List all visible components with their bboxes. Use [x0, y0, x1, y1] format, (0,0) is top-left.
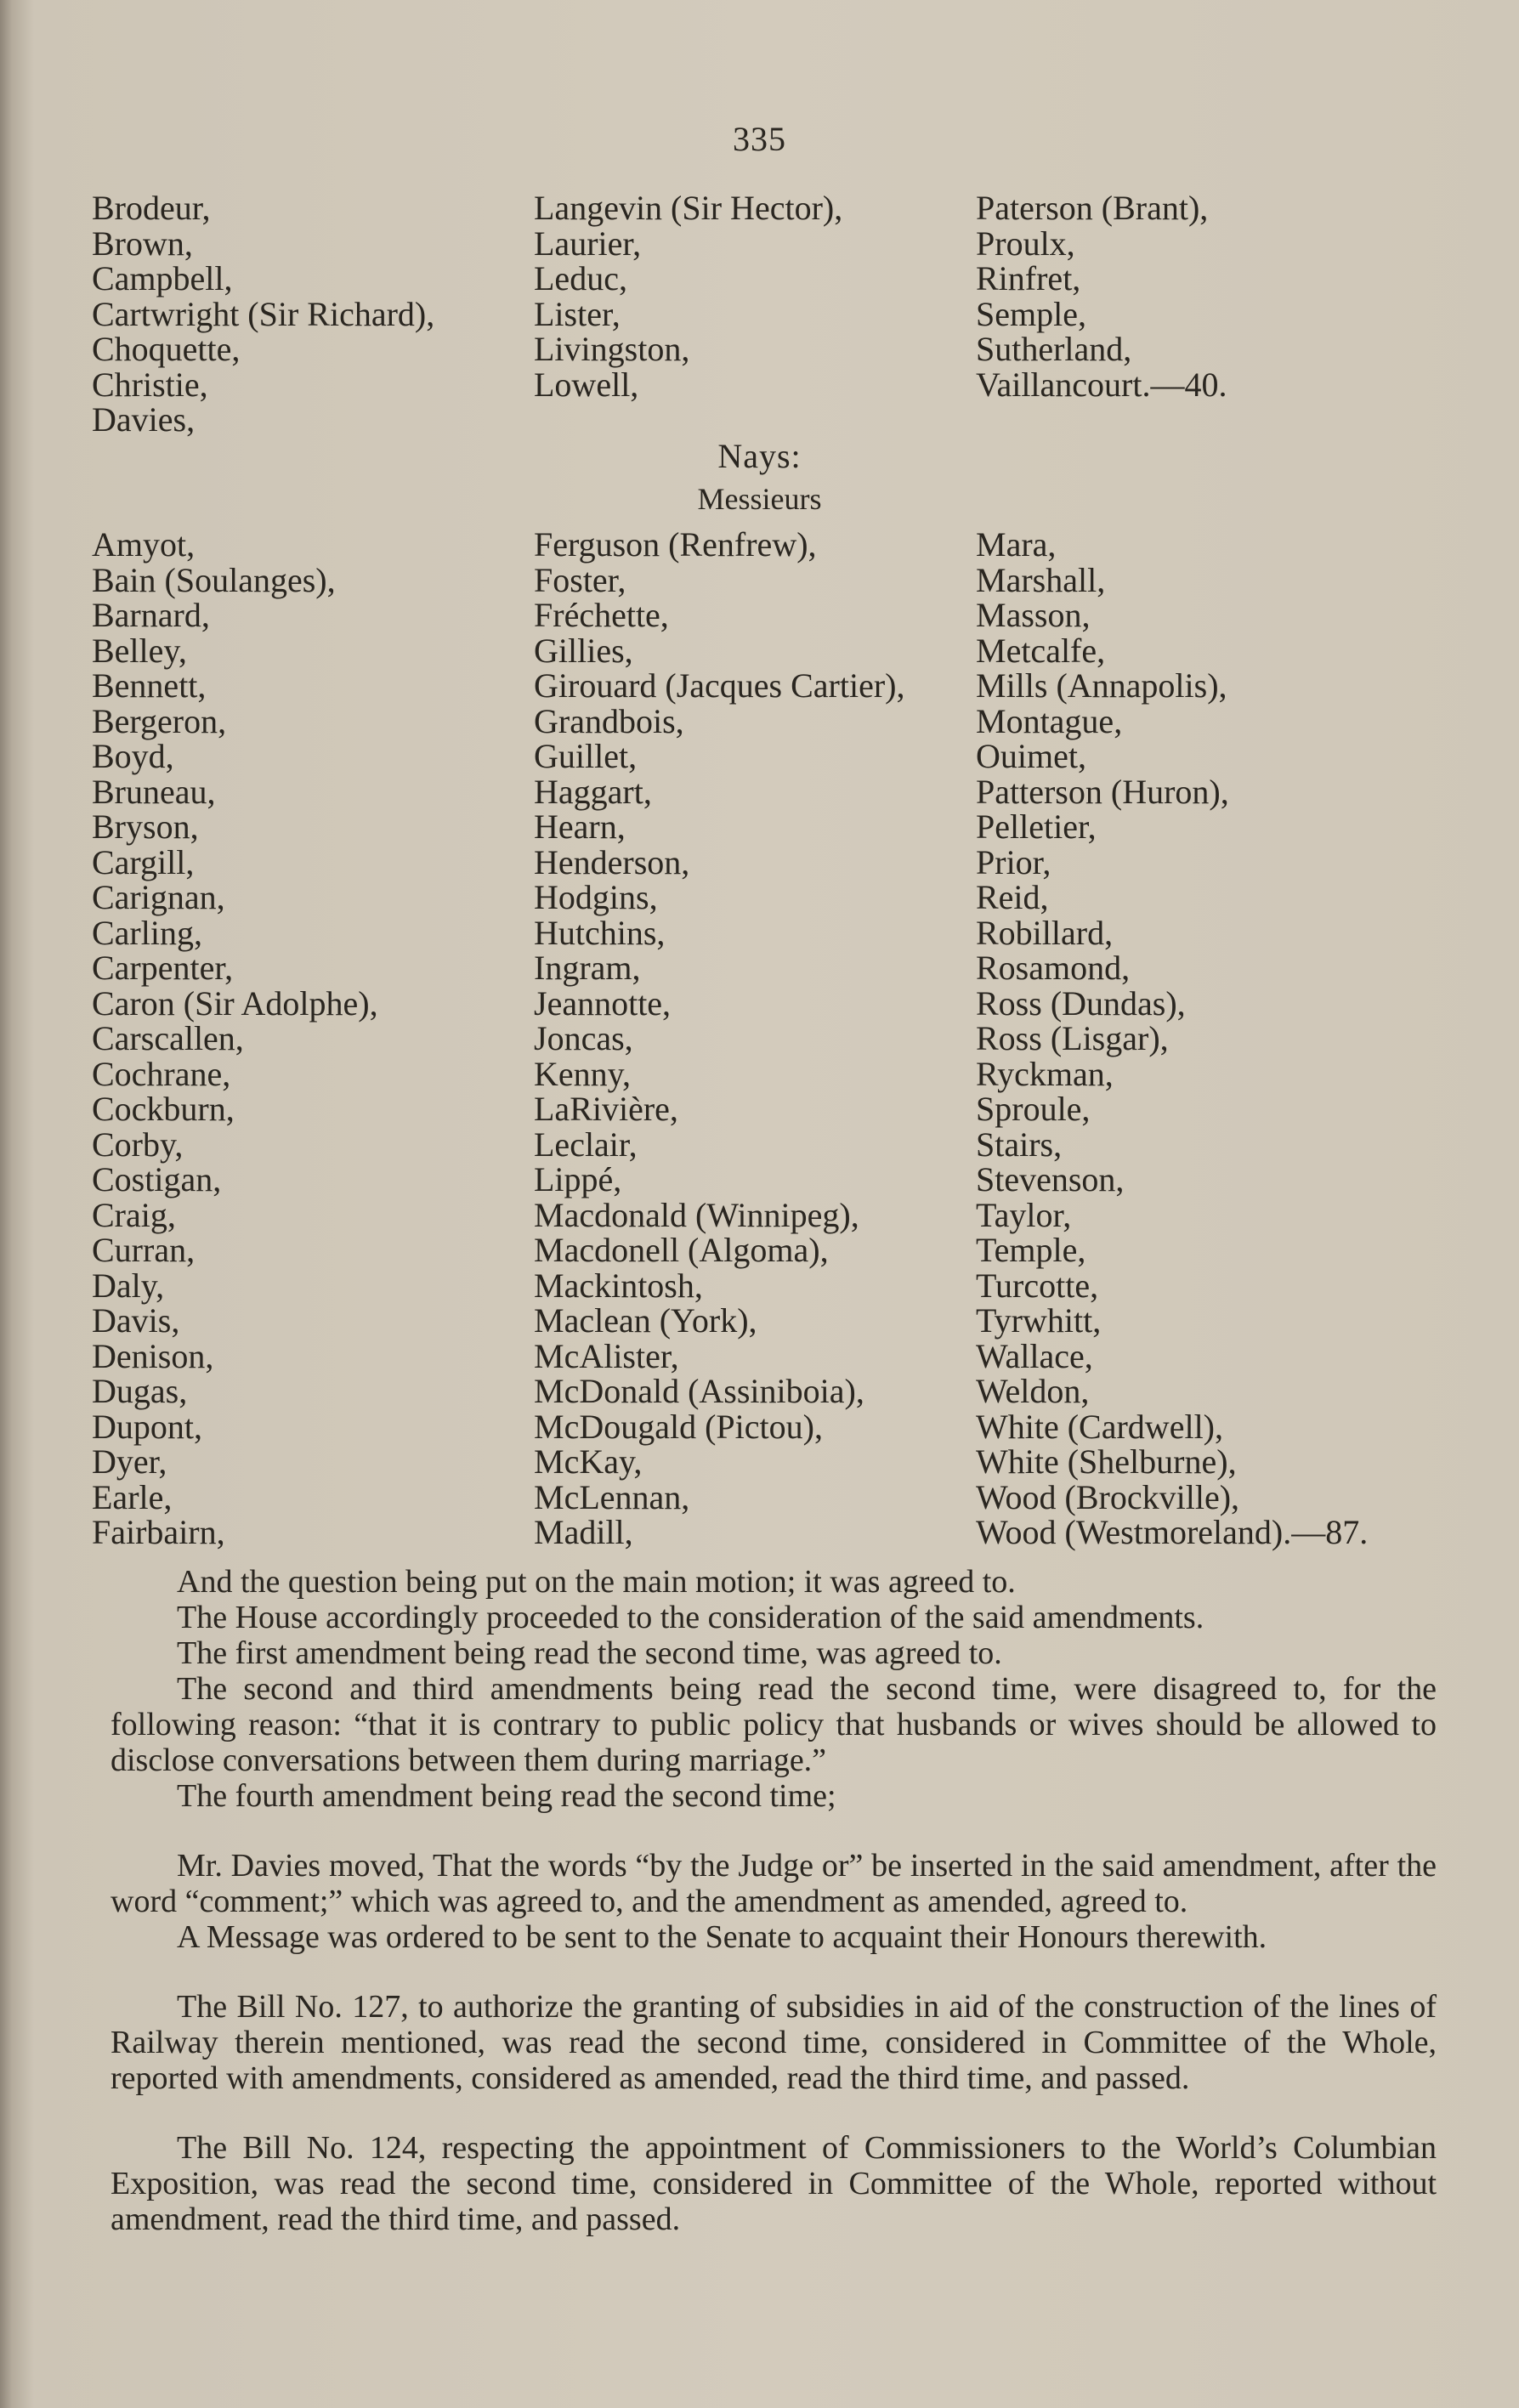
name-entry: Grandbois,: [534, 701, 684, 740]
name-entry: Ouimet,: [976, 737, 1086, 775]
name-entry: McKay,: [534, 1442, 643, 1481]
name-entry: Caron (Sir Adolphe),: [92, 983, 378, 1023]
name-entry: Weldon,: [976, 1372, 1090, 1410]
nays-column-2: [534, 527, 976, 1550]
name-entry: Fairbairn,: [92, 1513, 225, 1551]
name-entry: Rinfret,: [976, 259, 1081, 297]
name-entry: Brodeur,: [92, 189, 211, 227]
name-entry: Dupont,: [92, 1407, 202, 1446]
name-entry: Choquette,: [92, 330, 241, 368]
name-entry: Livingston,: [534, 330, 690, 368]
name-entry: Tyrwhitt,: [976, 1301, 1102, 1340]
name-entry: Ryckman,: [976, 1054, 1114, 1093]
name-entry: Christie,: [92, 365, 208, 404]
name-entry: Joncas,: [534, 1019, 633, 1057]
name-entry: Lippé,: [534, 1160, 622, 1198]
yeas-list: [92, 190, 1469, 438]
name-entry: Ross (Lisgar),: [976, 1019, 1169, 1057]
name-entry: Sproule,: [976, 1090, 1091, 1128]
name-entry: Ferguson (Renfrew),: [534, 525, 817, 564]
name-entry: Proulx,: [976, 224, 1075, 263]
name-entry: Barnard,: [92, 596, 210, 634]
name-entry: Vaillancourt.—40.: [976, 365, 1227, 404]
name-entry: Daly,: [92, 1266, 165, 1305]
paragraph: And the question being put on the main motion; it was agreed to.: [177, 1564, 1016, 1600]
name-entry: Patterson (Huron),: [976, 772, 1229, 811]
name-entry: Macdonell (Algoma),: [534, 1231, 829, 1269]
name-entry: Costigan,: [92, 1160, 222, 1198]
paragraph: The Bill No. 127, to authorize the granting of subsidies in aid of the construction of the lines of Railway therein mentioned, was read the second time, considered in Committee of the Whole, reported with amendments, considered as amended, read the third time, and passed.: [111, 1989, 1437, 2096]
name-entry: Prior,: [976, 842, 1051, 881]
name-entry: Reid,: [976, 878, 1049, 916]
name-entry: Leduc,: [534, 259, 627, 297]
name-entry: Carscallen,: [92, 1019, 244, 1057]
name-entry: Dugas,: [92, 1372, 188, 1410]
yeas-column-2: [534, 190, 976, 438]
name-entry: Mills (Annapolis),: [976, 666, 1227, 705]
name-entry: Corby,: [92, 1125, 184, 1164]
paragraph: The Bill No. 124, respecting the appointment of Commissioners to the World’s Columbian Exposition, was read the second time, considered in Committee of the Whole, reported without amendment, read the third time, and passed.: [111, 2130, 1437, 2237]
name-entry: Davis,: [92, 1301, 180, 1340]
name-entry: White (Cardwell),: [976, 1407, 1223, 1446]
name-entry: Masson,: [976, 596, 1091, 634]
name-entry: Bruneau,: [92, 772, 216, 811]
nays-heading: Nays:: [717, 437, 802, 475]
name-entry: McDougald (Pictou),: [534, 1407, 823, 1446]
name-entry: Campbell,: [92, 259, 233, 297]
name-entry: Carpenter,: [92, 949, 234, 987]
paragraph: Mr. Davies moved, That the words “by the Judge or” be inserted in the said amendment, after the word “comment;” which was agreed to, and the amendment as amended, agreed to.: [111, 1848, 1437, 1919]
name-entry: Fréchette,: [534, 596, 669, 634]
nays-subheading: Messieurs: [697, 482, 822, 516]
name-entry: Pelletier,: [976, 807, 1097, 846]
paragraph: A Message was ordered to be sent to the Senate to acquaint their Honours therewith.: [177, 1919, 1267, 1955]
name-entry: Brown,: [92, 224, 193, 263]
name-entry: Stairs,: [976, 1125, 1063, 1164]
name-entry: Denison,: [92, 1336, 214, 1375]
name-entry: Kenny,: [534, 1054, 632, 1093]
name-entry: Wood (Brockville),: [976, 1477, 1240, 1516]
name-entry: Gillies,: [534, 631, 633, 670]
name-entry: Davies,: [92, 400, 196, 439]
name-entry: Bain (Soulanges),: [92, 560, 336, 599]
name-entry: Guillet,: [534, 737, 638, 775]
name-entry: Semple,: [976, 294, 1086, 333]
paragraph: The second and third amendments being read the second time, were disagreed to, for the following reason: “that it is contrary to public policy that husbands or wives should be allowed to disclose conversations between them during marriage.”: [111, 1671, 1437, 1778]
paragraph: The House accordingly proceeded to the consideration of the said amendments.: [177, 1600, 1204, 1635]
name-entry: Marshall,: [976, 560, 1106, 599]
name-entry: Jeannotte,: [534, 983, 672, 1023]
name-entry: Paterson (Brant),: [976, 189, 1209, 227]
name-entry: Carignan,: [92, 878, 225, 916]
name-entry: Cockburn,: [92, 1090, 235, 1128]
name-entry: Girouard (Jacques Cartier),: [534, 666, 905, 705]
name-entry: Wood (Westmoreland).—87.: [976, 1513, 1369, 1551]
name-entry: Turcotte,: [976, 1266, 1099, 1305]
name-entry: Wallace,: [976, 1336, 1093, 1375]
name-entry: Curran,: [92, 1231, 196, 1269]
paragraph: The fourth amendment being read the second time;: [177, 1778, 836, 1814]
name-entry: LaRivière,: [534, 1090, 678, 1128]
name-entry: Sutherland,: [976, 330, 1132, 368]
name-entry: Cargill,: [92, 842, 195, 881]
name-entry: Bennett,: [92, 666, 207, 705]
name-entry: Hodgins,: [534, 878, 658, 916]
name-entry: Maclean (York),: [534, 1301, 757, 1340]
name-entry: McLennan,: [534, 1477, 690, 1516]
name-entry: Hutchins,: [534, 913, 666, 952]
name-entry: McDonald (Assiniboia),: [534, 1372, 864, 1410]
name-entry: Cochrane,: [92, 1054, 231, 1093]
name-entry: Amyot,: [92, 525, 196, 564]
name-entry: Earle,: [92, 1477, 173, 1516]
name-entry: Henderson,: [534, 842, 690, 881]
name-entry: Robillard,: [976, 913, 1114, 952]
name-entry: Stevenson,: [976, 1160, 1125, 1198]
name-entry: Madill,: [534, 1513, 633, 1551]
name-entry: Lowell,: [534, 365, 639, 404]
paragraph: The first amendment being read the second time, was agreed to.: [177, 1635, 1002, 1671]
name-entry: Bryson,: [92, 807, 199, 846]
yeas-column-3: [976, 190, 1469, 438]
name-entry: Boyd,: [92, 737, 174, 775]
name-entry: White (Shelburne),: [976, 1442, 1237, 1481]
name-entry: Dyer,: [92, 1442, 167, 1481]
name-entry: Montague,: [976, 701, 1123, 740]
name-entry: Taylor,: [976, 1195, 1072, 1234]
yeas-column-1: [92, 190, 534, 438]
name-entry: Bergeron,: [92, 701, 227, 740]
name-entry: Langevin (Sir Hector),: [534, 189, 843, 227]
nays-column-3: [976, 527, 1469, 1550]
name-entry: Mara,: [976, 525, 1057, 564]
name-entry: Craig,: [92, 1195, 176, 1234]
nays-list: [92, 527, 1469, 1550]
name-entry: Mackintosh,: [534, 1266, 703, 1305]
name-entry: Foster,: [534, 560, 626, 599]
name-entry: Leclair,: [534, 1125, 638, 1164]
name-entry: McAlister,: [534, 1336, 679, 1375]
name-entry: Ross (Dundas),: [976, 983, 1186, 1023]
name-entry: Metcalfe,: [976, 631, 1106, 670]
name-entry: Laurier,: [534, 224, 642, 263]
name-entry: Macdonald (Winnipeg),: [534, 1195, 859, 1234]
name-entry: Belley,: [92, 631, 187, 670]
name-entry: Haggart,: [534, 772, 652, 811]
name-entry: Temple,: [976, 1231, 1086, 1269]
name-entry: Cartwright (Sir Richard),: [92, 294, 435, 333]
name-entry: Hearn,: [534, 807, 626, 846]
proceedings-text: [111, 1564, 1437, 2237]
page-number: 335: [733, 120, 786, 158]
name-entry: Lister,: [534, 294, 621, 333]
name-entry: Ingram,: [534, 949, 641, 987]
name-entry: Carling,: [92, 913, 202, 952]
name-entry: Rosamond,: [976, 949, 1131, 987]
nays-column-1: [92, 527, 534, 1550]
